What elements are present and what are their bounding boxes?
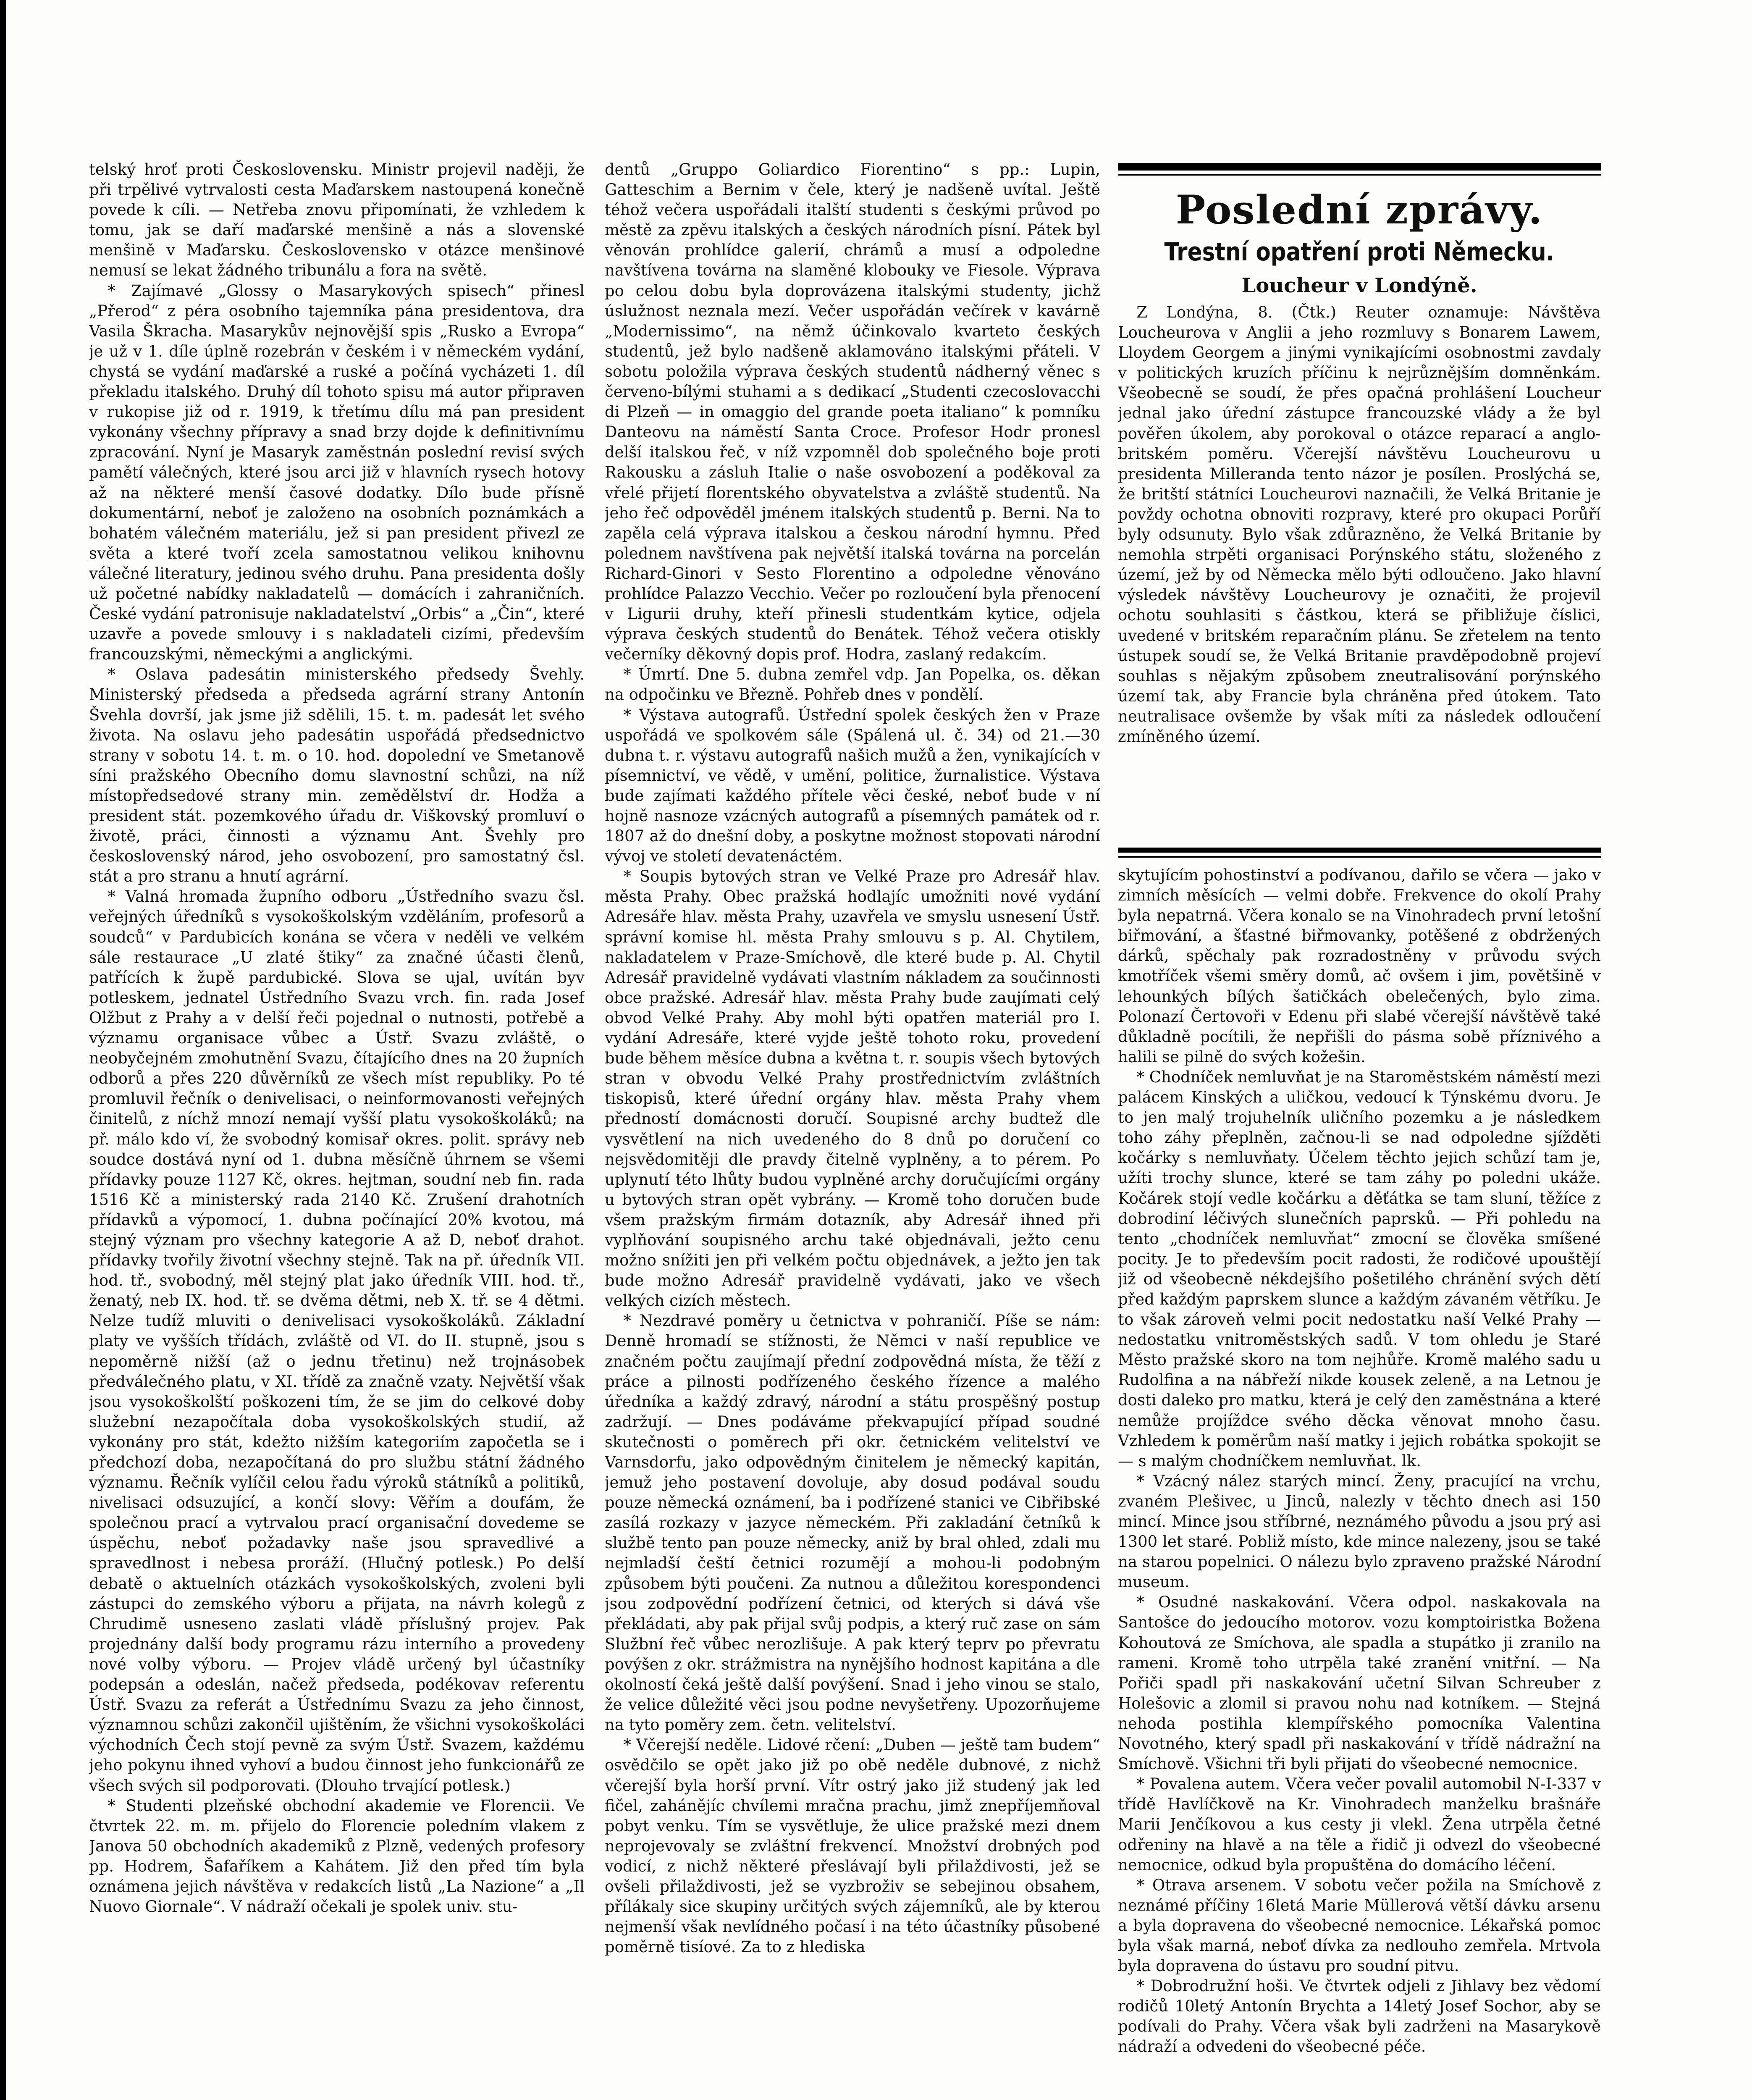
article-vcerejsi-nedele: * Včerejší neděle. Lidové rčení: „Duben — ještě tam budem“ osvědčilo se opět jako již po obě neděle dubnové, z nichž včerejší byla horší první. Vítr ostrý jako již studený jak led fičel, zahánějíc chvílemi mračna prachu, jimž znepříjemňoval pobyt venku. Tím se vysvětluje, že ulice pražské mezi dnem neprojevovaly se zvláštní frekvencí. Množství drobných pod vodicí, z nichž některé přeslávají byli přilaždivosti, jež se ovšeli přilaždivosti, jež se vyzbroživ se sebejinou obsahem, přílákaly sice skupiny určitých svých zájemníků, ale by kterou nejmenší však nevlídného počasí i na této účastníky působené poměrně tisíové. Za to z hlediska bbox=[605, 1736, 1100, 1956]
article-otrava-arsenem: * Otrava arsenem. V sobotu večer požila na Smíchově z neznámé příčiny 16letá Marie Müllerová větší dávku arsenu a byla dopravena do všeobecné nemocnice. Lékařská pomoc byla však marná, neboť dívka za nedlouho zemřela. Mrtvola byla dopravena do ústavu pro soudní pitvu. bbox=[1118, 1876, 1601, 1975]
section-title: Poslední zprávy. bbox=[1175, 187, 1543, 233]
article-valna-hromada: * Valná hromada župního odboru „Ústředního svazu čsl. veřejných úředníků s vysokoškolským vzděláním, profesorů a soudců“ v Pardubicích konána se včera v neděli ve velkém sále restaurace „U zlaté štiky“ za značné účasti členů, patřících k župě pardubické. Slova se ujal, uvítán byv potleskem, jednatel Ústředního Svazu vrch. fin. rada Josef Olžbut z Prahy a v delší řeči pojednal o nutnosti, potřebě a významu organisace vůbec a Ústř. Svazu zvláště, o neobyčejném zmohutnění Svazu, čítajícího dnes na 20 župních odborů a přes 220 důvěrníků ze všech míst republiky. Po té promluvil řečník o denivelisaci, o neinformovanosti veřejných činitelů, z níchž mnozí nemají vyšší platu vysokoškoláků; na př. málo kdo ví, že svobodný komisař okres. polit. správy neb soudce dostává nyní od 1. dubna měsíčně úhrnem se všemi přídavky pouze 1127 Kč, okres. hejtman, soudní neb fin. rada 1516 Kč a ministerský rada 2140 Kč. Zrušení drahotních přídavků a výpomocí, 1. dubna počínající 20% kvotou, má stejný význam pro všechny kategorie A až D, neboť drahot. přídavky tvořily životní všechny stejně. Tak na př. úředník VII. hod. tř., svobodný, měl stejný plat jako úředník VIII. hod. tř., ženatý, neb IX. hod. tř. se dvěma dětmi, neb X. tř. se 4 dětmi. Nelze tudíž mluviti o denivelisaci vysokoškoláků. Základní platy ve vyšších třídách, zvláště od VI. do II. stupně, jsou s nepoměrně nižší (až o jednu třetinu) než trojnásobek předválečného platu, v XI. třídě za značně vzaty. Největší však jsou vysokoškolští poškozeni tím, že se jim do celkové doby služební nezapočítala doba vysokoškolských studií, až vykonány pro stát, kdežto nižším kategoriím započetla se i předchozí doba, nezapočítaná do pro službu státní žádného významu. Řečník vylíčil celou řadu výroků státníků a politiků, nivelisaci odsuzující, a končí slovy: Věřím a doufám, že společnou prací a vytrvalou prací organisační dovedeme se úspěchu, neboť požadavky naše jsou spravedlivé a spravedlnost i nebesa proráží. (Hlučný potlesk.) Po delší debatě o aktuelních otázkách vysokoškolských, zvoleni byli zástupci do zemského výboru a přijata, na návrh kolegů z Chrudimě usneseno zaslati vládě příslušný projev. Pak projednány další body programu rázu interního a provedeny nové volby výboru. — Projev vládě určený byl účastníky podepsán a odeslán, načež předseda, podékovav referentu Ústř. Svazu za referát a Ústřednímu Svazu za jeho činnost, významnou schůzi zakončil ujištěním, že všichni vysokoškoláci východních Čech stojí pevně za svým Ústř. Svazem, každému jeho pokynu ihned vyhoví a budou činnost jeho funkcionářů ze všech svých sil podporovati. (Dlouho trvající potlesk.) bbox=[89, 887, 585, 1795]
article-continuation: skytujícím pohostinství a podívanou, dařilo se včera — jako v zimních měsících — velmi dobře. Frekvence do okolí Prahy byla nepatrná. Včera konalo se na Vinohradech první letošní biřmování, a šťastné biřmovanky, potěšené z obdržených dárků, spěchaly pak rozradostněny v průvodu svých kmotříček všemi směry domů, ač ovšem i jim, povětšině v lehounkých bílých šatičkách obelečených, bylo zima. Polonazí Čertovoři v Edenu při slabé včerejší návštěvě také důkladně pocítili, že nepřišli do pásma sobě příznivého a halili se pilně do svých kožešin. bbox=[1118, 866, 1601, 1066]
section-rule-bottom bbox=[1118, 848, 1601, 853]
article-soupis-bytovych-stran: * Soupis bytových stran ve Velké Praze pro Adresář hlav. města Prahy. Obec pražská hodlajíc umožniti nové vydání Adresáře hlav. města Prahy, uzavřela ve smyslu usnesení Ústř. správní komise hl. města Prahy smlouvu s p. Al. Chytilem, nakladatelem v Praze-Smíchově, dle které bude p. Al. Chytil Adresář pravidelně vydávati vlastním nákladem za součinnosti obce pražské. Adresář hlav. města Prahy bude zaujímati celý obvod Velké Prahy. Aby mohl býti opatřen materiál pro I. vydání Adresáře, které vyjde ještě tohoto roku, provedení bude během měsíce dubna a května t. r. soupis všech bytových stran v obvodu Velké Prahy prostřednictvím zvláštních tiskopisů, které úřední orgány hlav. města Prahy vhem předností domácnosti doručí. Soupisné archy budtež dle vysvětlení na nich uvedeného do 8 dnů po doručení co nejsvědomitěji dle pravdy čitelně vyplněny, a to pérem. Po uplynutí této lhůty budou vyplněné archy doručujícími orgány u bytových stran opět vybrány. — Kromě toho doručen bude všem pražským firmám dotazník, aby Adresář ihned při vyplňování soupisného archu také objednávali, ježto cenu možno snížiti jen při velkém počtu objednávek, a ježto jen tak bude možno Adresář pravidelně vydávati, jako ve všech velkých cizích městech. bbox=[605, 867, 1100, 1310]
section-rule-bottom-thin bbox=[1118, 856, 1601, 858]
article-chodnicek: * Chodníček nemluvňat je na Staroměstském náměstí mezi palácem Kinských a uličkou, vedoucí k Týnskému dvoru. Je to jen malý trojuhelník uličního pozemku a je následkem toho záhy přeplněn, začnou-li se nad odpoledne sjížděti kočárky s nemluvňaty. Účelem těchto jejich schůzí tam je, užíti trochy slunce, které se tam záhy po poledni ukáže. Kočárek stojí vedle kočárku a děťátka se tam sluní, těžíce z dobrodiní léčivých slunečních paprsků. — Při pohledu na tento „chodníček nemluvňat“ zmocní se člověka smíšené pocity. Je to především pocit radosti, že rodičové upouštějí již od všeobecně nékdejšího pošetilého chránění svých dětí před každým paprskem slunce a každým závaném větříku. Je to však zároveň velmi pocit nedostatku naší Velké Prahy — nedostatku vnitroměstských sadů. V tom ohledu je Staré Město pražské skoro na tom nejhůře. Kromě malého sadu u Rudolfina a na nábřeží nikde kousek zeleně, a na Letnou je dosti daleko pro matku, která je celý den zaměstnána a které nemůže projíždce svého děcka věnovat mnoho času. Vzhledem k poměrům naší matky i jejich robátka spokojit se — s malým chodníčkem nemluvňat. lk. bbox=[1118, 1068, 1601, 1470]
article-glossy-masaryk: * Zajímavé „Glossy o Masarykových spisech“ přinesl „Přerod“ z péra osobního tajemníka pána presidentova, dra Vasila Škracha. Masarykův nejnovější spis „Rusko a Evropa“ je už v 1. díle úplně rozebrán v českém i v německém vydání, chystá se vydání maďarské a ruské a počíná vycházeti 1. díl překladu italského. Druhý díl tohoto spisu má autor připraven v rukopise již od r. 1919, k třetímu dílu má pan president vykonány všechny přípravy a snad brzy dojde k definitivnímu zpracování. Nyní je Masaryk zaměstnán poslední revisí svých pamětí válečných, které jsou arci již v hlavních rysech hotovy až na některé menší časové dodatky. Dílo bude přísně dokumentární, neboť je založeno na osobních poznámkách a bohatém válečném materiálu, jež si pan president přivezl ze světa a které tvoří zcela samostatnou velikou knihovnu válečné literatury, jedinou svého druhu. Pana presidenta došly už početné nabídky nakladatelů — domácích i zahraničních. České vydání patronisuje nakladatelství „Orbis“ a „Čin“, které uzavře a povede smlouvy i s nakladateli cizími, především francouzskými, německými a anglickými. bbox=[89, 281, 585, 664]
section-subtitle: Trestní opatření proti Německu. bbox=[1164, 237, 1555, 267]
article-naskakovani: * Osudné naskakování. Včera odpol. naskakovala na Santošce do jedoucího motorov. vozu komptoiristka Božena Kohoutová ze Smíchova, ale spadla a stupátko ji zranilo na rameni. Kromě toho utrpěla také zranění vnitřní. — Na Pořiči spadl při naskakování učetní Silvan Schreuber z Holešovic a zlomil si pravou nohu nad kotníkem. — Stejná nehoda postihla klempířského pomocníka Valentina Novotného, který spadl při naskakování v třídě nádražní na Smíchově. Všichni tři byli přijati do všeobecné nemocnice. bbox=[1118, 1593, 1601, 1773]
article-vystava-autografu: * Výstava autografů. Ústřední spolek českých žen v Praze uspořádá ve spolkovém sále (Spálená ul. č. 34) od 21.—30 dubna t. r. výstavu autografů našich mužů a žen, vynikajících v písemnictví, ve vědě, v umění, politice, žurnalistice. Výstava bude zajímati každého přítele věci české, neboť bude v ní hojně nasnoze vzácných autografů a písemných památek od r. 1807 až do dnešní doby, a poskytne možnost stopovati národní vývoj ve století devatenáctém. bbox=[605, 706, 1100, 866]
column-1 bbox=[89, 160, 585, 2100]
article-svehla-jubilee: * Oslava padesátin ministerského předsedy Švehly. Ministerský předseda a předseda agrární strany Antonín Švehla dovrší, jak jsme již sdělili, 15. t. m. padesát let svého života. Na oslavu jeho padesátin uspořádá předsednictvo strany v sobotu 14. t. m. o 10. hod. dopolední ve Smetanově síni pražského Obecního domu slavnostní schůzi, na níž místopředsedové strany min. zemědělství dr. Hodža a president stát. pozemkového úřadu dr. Viškovský promluví o životě, práci, činnosti a významu Ant. Švehly pro československý národ, jeho osvobození, pro samostatný čsl. stát a pro stranu a hnutí agrární. bbox=[89, 665, 585, 886]
article-loucheur: Z Londýna, 8. (Čtk.) Reuter oznamuje: Návštěva Loucheurova v Anglii a jeho rozmluvy s Bonarem Lawem, Lloydem Georgem a jinými vynikajícími osobnostmi zavdaly v politických kruzích příčinu k nejrůznějším domněnkám. Všeobecně se soudí, že přes opačná prohlášení Loucheur jednal jako úřední zástupce francouzské vlády a že byl pověřen úkolem, aby porokoval o otázce reparací a anglo-britském poměru. Včerejší návštěvu Loucheurovu u presidenta Millerandа tento názor je posílen. Proslýchá se, že britští státníci Loucheurovi naznačili, že Velká Britanie je povždy ochotna obnoviti rozpravy, které pro okupaci Porůří byly odsunuty. Bylo však zdůrazněno, že Velká Britanie by nemohla strpěti organisaci Porýnského státu, složeného z území, jež by od Německa mělo býti odloučeno. Jako hlavní výsledek návštěvy Loucheurovy je označiti, že projevil ochotu souhlasiti s částkou, která se přibližuje číslici, uvedené v britském reparačním plánu. Se zřetelem na tento ústupek soudí se, že Velká Britanie pravděpodobně projeví souhlas s nějakým způsobem zneutralisování porýnského území tak, aby Francie byla chráněna před útokem. Tato neutralisace ovšemže by však míti za následek odloučení zmíněného území. bbox=[1118, 303, 1601, 746]
header-rule-thin bbox=[1118, 174, 1601, 176]
scan-edge bbox=[0, 0, 6, 2100]
article-continuation: telský hroť proti Československu. Ministr projevil naději, že při trpělivé vytrvalosti cesta Maďarskem nastoupená konečně povede k cíli. — Netřeba znovu připomínati, že vzhledem k tomu, jak se daří maďarské menšině a nás a slovenské menšině v Maďarsku. Československo v otázce menšinové nemusí se lekat žádného tribunálu a fora na světě. bbox=[89, 160, 585, 280]
column-3-top bbox=[1118, 302, 1601, 832]
column-2 bbox=[605, 160, 1100, 2100]
header-rule-top bbox=[1118, 163, 1601, 171]
article-continuation: dentů „Gruppo Goliardico Fiorentino“ s pp.: Lupin, Gatteschim a Bernim v čele, který je nadšeně uvítal. Ještě téhož večera uspořádali italští studenti s českými průvod po městě za zpěvu italských a českých národních písní. Pátek byl věnován prohlídce galerií, chrámů a musí a odpoledne navštívena továrna na slaměné klobouky ve Fiesole. Výprava po celou dobu byla doprovázena italskými studenty, jichž úslužnost neznala mezí. Večer uspořádán večírek v kavárně „Modernissimo“, na němž účinkovalo kvarteto českých studentů, jež bylo nadšeně aklamováno italskými přáteli. V sobotu položila výprava českých studentů nádherný věnec s červeno-bílými stuhami a s dedikací „Studenti czecoslovacchi di Plzeň — in omaggio del grande poeta italiano“ k pomníku Danteovu na náměstí Santa Croce. Profesor Hodr pronesl delší italskou řeč, v níž vzpomněl dob společného boje proti Rakousku a zásluh Italie o naše osvobození a poděkoval za vřelé přijetí florentského obyvatelstva a zvláště studentů. Na jeho řeč odpověděl jménem italských studentů p. Berni. Na to zapěla celá výprava italskou a českou národní hymnu. Před polednem navštívena pak největší italská továrna na porcelán Richard-Ginori v Sesto Florentino a odpoledne věnováno prohlídce Palazzo Vecchio. Večer po rozloučení byla přenocení v Ligurii druhy, kteří přinesli studentkám kytice, odjela výprava českých studentů do Benátek. Téhož večera otiskly večerníky děkovný dopis prof. Hodra, zaslaný redakcím. bbox=[605, 160, 1100, 664]
article-studenti-florencie: * Studenti plzeňské obchodní akademie ve Florencii. Ve čtvrtek 22. m. m. přijelo do Florencie poledním vlakem z Janova 50 obchodních akademiků z Plzně, vedených profesory pp. Hodrem, Šafaříkem a Kahátem. Již den před tím byla oznámena jejich návštěva v redakcích listů „La Nazione“ a „Il Nuovo Giornale“. V nádraží očekali je spolek univ. stu- bbox=[89, 1796, 585, 1916]
article-nalez-minci: * Vzácný nález starých mincí. Ženy, pracující na vrchu, zvaném Plešivec, u Jinců, nalezly v těchto dnech asi 150 mincí. Mince jsou stříbrné, neznámého původu a jsou prý asi 1300 let staré. Pobliž místo, kde mince nalezeny, jsou se také na starou popelnici. O nálezu bylo zpraveno pražské Národní museum. bbox=[1118, 1472, 1601, 1591]
article-povalena-autem: * Povalena autem. Včera večer povalil automobil N-I-337 v třídě Havlíčkově na Kr. Vinohradech manželku brašnáře Marii Jenčíkovou a kus cesty ji vlekl. Žena utrpěla četné odřeniny na hlavě a na těle a řidič ji odvezl do všeobecné nemocnice, odkud byla propuštěna do domácího léčení. bbox=[1118, 1775, 1601, 1874]
article-dobrodruzni-hosi: * Dobrodružní hoši. Ve čtvrtek odjeli z Jihlavy bez vědomí rodičů 10letý Antonín Brychta a 14letý Josef Sochor, aby se podívali do Prahy. Včera však byli zadrženi na Masarykově nádraží a odvedeni do všeobecné péče. bbox=[1118, 1977, 1601, 2056]
column-3-bottom bbox=[1118, 865, 1601, 2100]
article-cetnictvo: * Nezdravé poměry u četnictva v pohraničí. Píše se nám: Denně hromadí se stížnosti, že Němci v naší republice ve značném počtu zaujímají přední zodpovědná místa, že těží z práce a pilnosti podřízeného českého řízence a malého úředníka a každý zdravý, národní a státu prospěšný postup zadržují. — Dnes podáváme překvapující případ soudné skutečnosti o poměrech při okr. četnickém velitelství ve Varnsdorfu, jako odpovědným činitelem je německý kapitán, jemuž jeho postavení dovoluje, aby dosud podával soudu pouze německá oznámení, ba i podřízené stanici ve Cibřibské zasílá rozkazy v jazyce německém. Při zakladání četníků k službě tento pan pouze německy, aniž by bral ohled, zdali mu nejmladší čeští četnici rozumějí a mohou-li podobným způsobem býti poučeni. Za nutnou a důležitou korespondenci jsou zodpovědní podřízení četnici, od kterých si dává vše překládati, aby pak přijal svůj podpis, a který ruč zase on sám Službní řeč vůbec nerozlišuje. A pak který teprv po převratu povýšen z okr. strážmistra na nynějšího hodnost kapitána a dle okolností čeká ještě další povýšení. Snad i jeho vinou se stalo, že velice důležité věci jsou podne nevyšetřeny. Upozorňujeme na tyto poměry zem. četn. velitelství. bbox=[605, 1312, 1100, 1734]
article-umrti: * Úmrtí. Dne 5. dubna zemřel vdp. Jan Popelka, os. děkan na odpočinku ve Březně. Pohřeb dnes v pondělí. bbox=[605, 665, 1100, 704]
article-heading: Loucheur v Londýně. bbox=[1241, 274, 1477, 297]
